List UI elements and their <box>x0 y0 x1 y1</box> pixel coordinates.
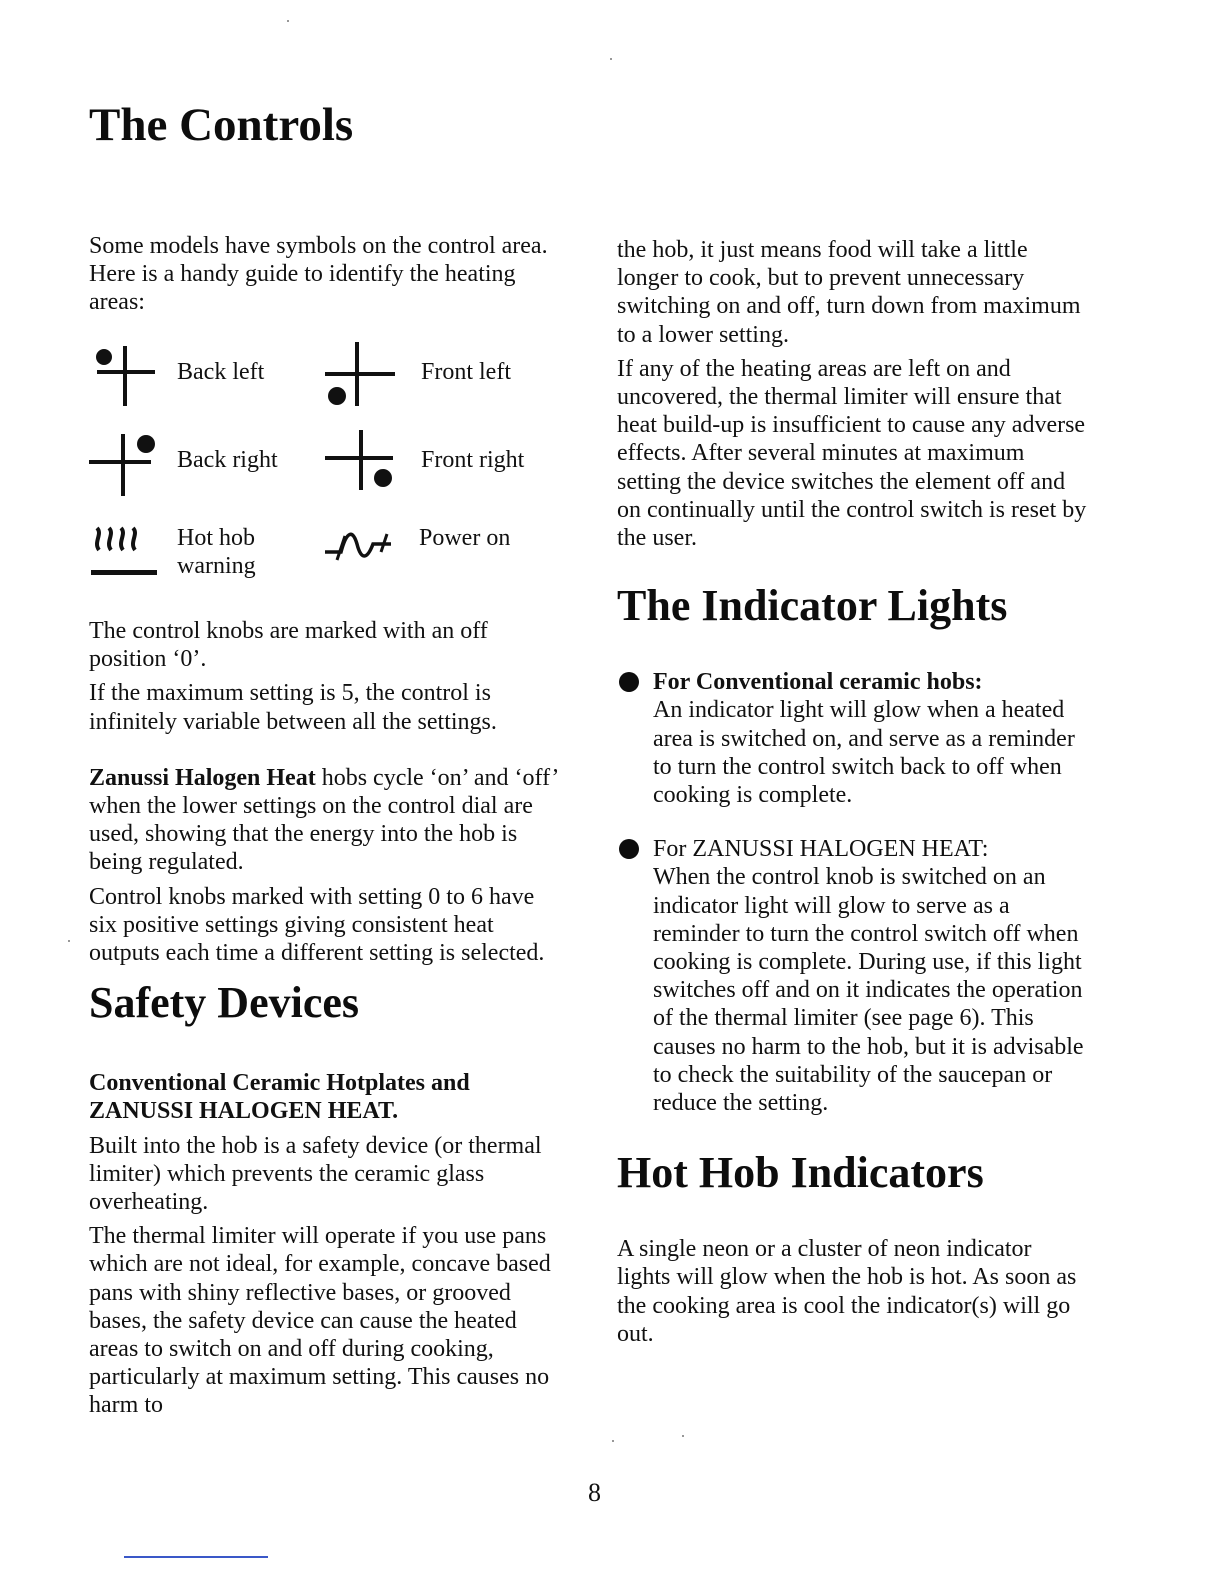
hot-hob-warning-icon <box>89 520 159 590</box>
hot-hob-heading: Hot Hob Indicators <box>617 1148 984 1198</box>
bullet-icon <box>619 839 639 859</box>
legend-item-front-left <box>325 340 555 410</box>
symbol-legend <box>89 340 559 590</box>
page-title: The Controls <box>89 99 354 151</box>
legend-item-front-right <box>325 428 555 498</box>
bullet-title: For Conventional ceramic hobs: <box>653 669 983 696</box>
legend-label: Back right <box>177 447 278 473</box>
power-on-icon <box>325 520 395 590</box>
safety-paragraph-1: Built into the hob is a safety device (or thermal limiter) which prevents the ceramic glass overheating. <box>89 1132 542 1216</box>
legend-label: Front right <box>421 447 525 473</box>
scan-speck <box>68 940 70 942</box>
halogen-heat-text: hobs cycle ‘on’ and ‘off’ when the lower settings on the control dial are used, showing that the energy into the hob is being regulated. <box>89 764 558 876</box>
safety-paragraph-2: The thermal limiter will operate if you use pans which are not ideal, for example, concave based pans with shiny reflective bases, or grooved bases, the safety device can cause the heated areas to switch on and off during cooking, particularly at maximum setting. This causes no harm to <box>89 1223 551 1419</box>
safety-paragraph-4: If any of the heating areas are left on and uncovered, the thermal limiter will ensure that heat build-up is insufficient to cause any adverse effects. After several minutes at maximum setting the device switches the element off and on continually until the control switch is reset by the user. <box>617 355 1087 552</box>
hot-hob-text: A single neon or a cluster of neon indicator lights will glow when the hob is hot. As soon as the cooking area is cool the indicator(s) will go out. <box>617 1236 1077 1347</box>
back-left-icon <box>89 340 159 410</box>
intro-text: Some models have symbols on the control area. Here is a handy guide to identify the heating areas: <box>89 233 548 316</box>
legend-label: Back left <box>177 359 265 385</box>
controls-paragraph-4: Control knobs marked with setting 0 to 6 have six positive settings giving consistent heat outputs each time a different setting is selected. <box>89 883 545 967</box>
legend-item-back-left <box>89 340 319 410</box>
legend-item-hot-hob-warning <box>89 520 319 590</box>
legend-label: Front left <box>421 359 511 385</box>
safety-paragraph-3: the hob, it just means food will take a little longer to cook, but to prevent unnecessary switching on and off, turn down from maximum to a lower setting. <box>617 237 1081 348</box>
indicator-bullet-halogen <box>617 835 1087 1117</box>
left-column-top <box>89 232 569 323</box>
indicator-heading: The Indicator Lights <box>617 581 1008 631</box>
halogen-heat-label: Zanussi Halogen Heat <box>89 764 316 791</box>
back-right-icon <box>89 428 159 498</box>
legend-item-back-right <box>89 428 319 498</box>
bullet-text: When the control knob is switched on an indicator light will glow to serve as a reminder to turn the control switch off when cooking is complete. During use, if this light switches off and on it indicates the operation of the thermal limiter (see page 6). This causes no harm to the hob, but it is advisable to check the suitability of the saucepan or reduce the setting. <box>653 864 1084 1117</box>
indicator-bullet-conventional <box>617 668 1087 809</box>
safety-heading: Safety Devices <box>89 978 360 1028</box>
front-right-icon <box>325 428 395 498</box>
bullet-text: An indicator light will glow when a heated area is switched on, and serve as a reminder to turn the control switch back to off when cooking is complete. <box>653 697 1075 809</box>
bullet-icon <box>619 672 639 692</box>
left-column-body <box>89 617 567 1426</box>
controls-paragraph-1: The control knobs are marked with an off position ‘0’. <box>89 618 488 673</box>
scan-speck <box>287 20 289 22</box>
controls-paragraph-3 <box>89 764 567 877</box>
legend-label: Hot hob warning <box>177 525 256 579</box>
bullet-title: For ZANUSSI HALOGEN HEAT: <box>653 836 989 863</box>
page-number: 8 <box>588 1478 601 1507</box>
scan-speck <box>612 1440 614 1442</box>
safety-subheading: Conventional Ceramic Hotplates and ZANUSSI HALOGEN HEAT. <box>89 1070 470 1125</box>
legend-label: Power on <box>419 525 511 551</box>
footer-rule <box>124 1556 268 1558</box>
scan-speck <box>610 58 612 60</box>
front-left-icon <box>325 340 395 410</box>
right-column <box>617 236 1087 1354</box>
legend-item-power-on <box>325 520 555 590</box>
controls-paragraph-2: If the maximum setting is 5, the control is infinitely variable between all the settings. <box>89 680 497 735</box>
scan-speck <box>682 1435 684 1437</box>
